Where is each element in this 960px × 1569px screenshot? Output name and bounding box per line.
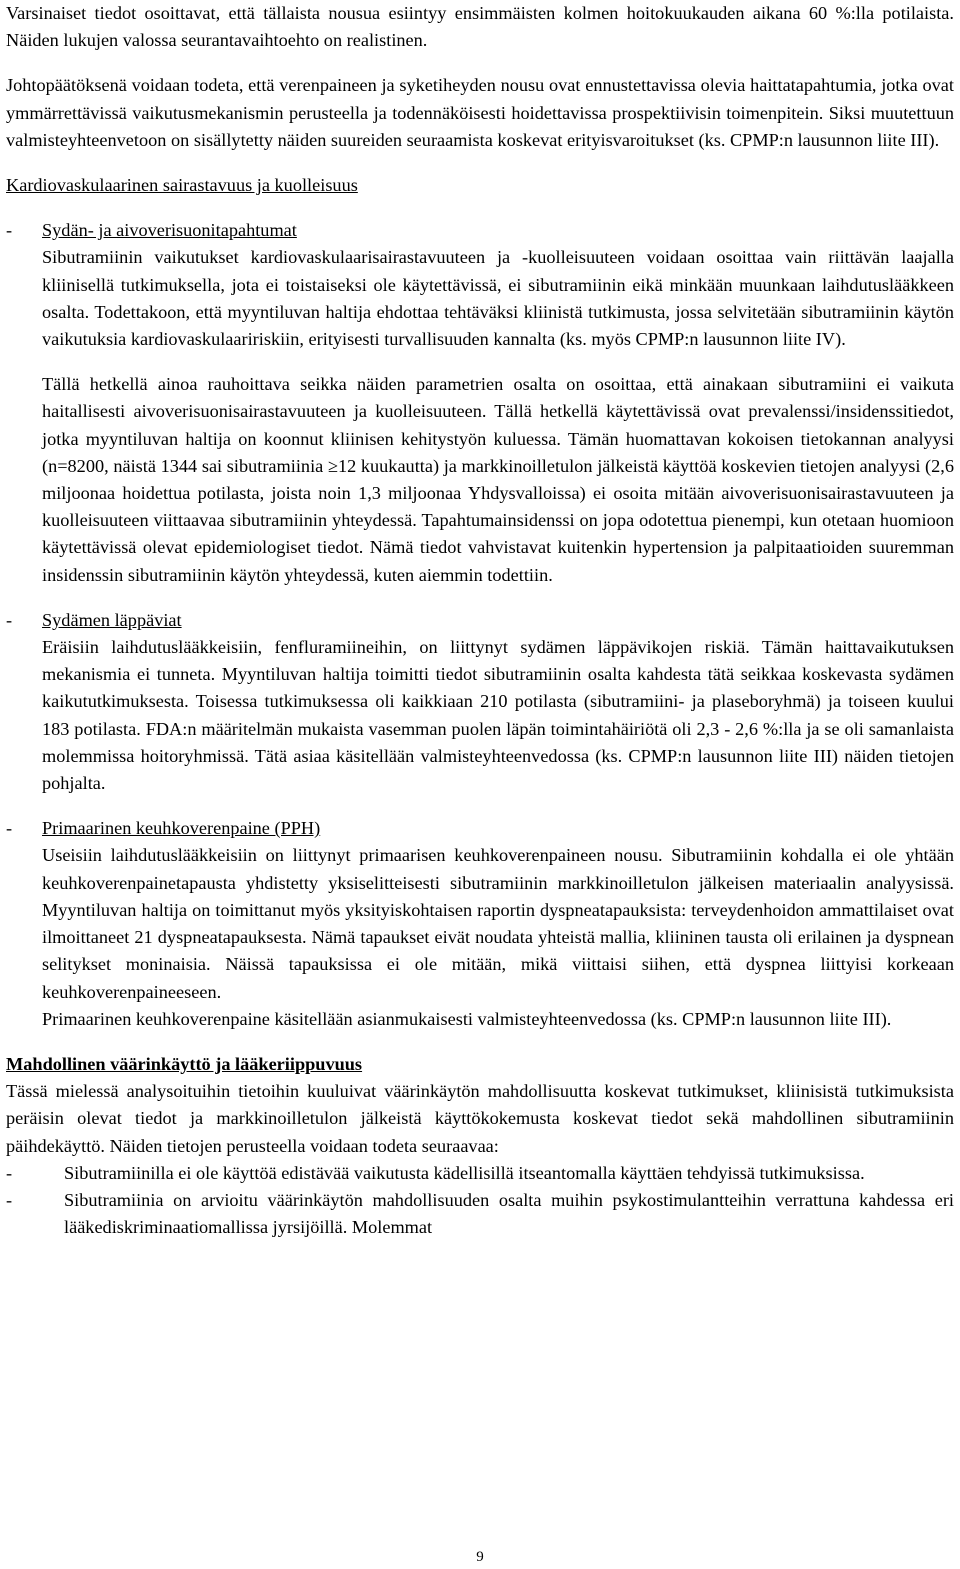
list-item	[6, 1160, 954, 1187]
heading-cardiovascular: Kardiovaskulaarinen sairastavuus ja kuolleisuus	[6, 175, 358, 196]
list-item	[6, 1187, 954, 1241]
document-page	[6, 0, 954, 1241]
subheading-cardio-events: Sydän- ja aivoverisuonitapahtumat	[42, 220, 297, 241]
paragraph-intro: Varsinaiset tiedot osoittavat, että tällaista nousua esiintyy ensimmäisten kolmen hoitokuukauden aikana 60 %:lla potilaista. Näiden lukujen valossa seurantavaihtoehto on realistinen.	[6, 3, 954, 51]
list-item-valve-defects	[6, 607, 954, 797]
paragraph-cardio-events-1: Sibutramiinin vaikutukset kardiovaskulaarisairastavuuteen ja -kuolleisuuteen voidaan osoittaa vain riittävän laajalla kliinisellä tutkimuksella, jota ei toistaiseksi ole käytettävissä, ei sibutramiinin eikä minkään muunkaan laihdutuslääkkeen osalta. Todettakoon, että myyntiluvan haltija ehdottaa tehtäväksi kliinistä tutkimusta, jossa selvitetään sibutramiinin käytön vaikutuksia kardiovaskulaaririskiin, erityisesti turvallisuuden kannalta (ks. myös CPMP:n lausunnon liite IV).	[42, 247, 954, 350]
bullet-text: Sibutramiinia on arvioitu väärinkäytön mahdollisuuden osalta muihin psykostimulantteihin verrattuna kahdessa eri lääkediskriminaatiomallissa jyrsijöillä. Molemmat	[64, 1189, 954, 1238]
subheading-pph: Primaarinen keuhkoverenpaine (PPH)	[42, 818, 321, 839]
paragraph-cardio-events-2: Tällä hetkellä ainoa rauhoittava seikka näiden parametrien osalta on osoittaa, että ainakaan sibutramiini ei vaikuta haitallisesti aivoverisuonisairastavuuteen ja kuolleisuuteen. Tällä hetkellä käytettävissä ovat prevalenssi/insidenssitiedot, jotka myyntiluvan haltija on koonnut kliinisen kehitystyön kuluessa. Tämän huomattavan kokoisen tietokannan analyysi (n=8200, näistä 1344 sai sibutramiinia ≥12 kuukautta) ja markkinoilletulon jälkeistä käyttöä koskevien tietojen analyysi (2,6 miljoonaa hoidettua potilasta, joista noin 1,3 miljoonaa Yhdysvalloissa) ei osoita mitään aivoverisuonisairastavuuteen ja kuolleisuuteen viittaavaa sibutramiinin yhteydessä. Tapahtumainsidenssi on jopa odotettua pienempi, kun otetaan huomioon käytettävissä olevat epidemiologiset tiedot. Nämä tiedot vahvistavat kuitenkin hypertension ja palpitaatioiden suuremman insidenssin sibutramiinin käytön yhteydessä, kuten aiemmin todettiin.	[42, 374, 954, 585]
page-number: 9	[476, 1549, 484, 1565]
bullet-text: Sibutramiinilla ei ole käyttöä edistävää vaikutusta kädellisillä itseantomalla käyttäen tehdyissä tutkimuksissa.	[64, 1162, 865, 1183]
paragraph-pph-2: Primaarinen keuhkoverenpaine käsitellään asianmukaisesti valmisteyhteenvedossa (ks. CPMP:n lausunnon liite III).	[42, 1008, 892, 1029]
paragraph-conclusion: Johtopäätöksenä voidaan todeta, että verenpaineen ja syketiheyden nousu ovat ennustettavissa olevia haittatapahtumia, jotka ovat ymmärrettävissä vaikutusmekanismin perusteella ja todennäköisesti hoidettavissa prospektiivisin toimenpitein. Siksi muutettuun valmisteyhteenvetoon on sisällytetty näiden suureiden seuraamista koskevat erityisvaroitukset (ks. CPMP:n lausunnon liite III).	[6, 75, 954, 150]
list-item-cardio-events	[6, 217, 954, 589]
paragraph-valve-defects: Eräisiin laihdutuslääkkeisiin, fenfluramiineihin, on liittynyt sydämen läppävikojen riskiä. Tämän haittavaikutuksen mekanismia ei tunneta. Myyntiluvan haltija toimitti tiedot sibutramiinin osalta kahdesta tätä seikkaa koskevasta sydämen kaikututkimuksesta. Toisessa tutkimuksessa oli kaikkiaan 210 potilasta (sibutramiini- ja plaseboryhmä) ja toiseen kuului 183 potilasta. FDA:n määritelmän mukaista vasemman puolen läpän toimintahäiriötä oli 2,3 - 2,6 %:lla ja se oli samanlaista molemmissa hoitoryhmissä. Tätä asiaa käsitellään valmisteyhteenvedossa (ks. CPMP:n lausunnon liite III) näiden tietojen pohjalta.	[42, 637, 954, 794]
heading-abuse-dependence: Mahdollinen väärinkäyttö ja lääkeriippuvuus	[6, 1053, 363, 1074]
list-dash: -	[6, 1162, 13, 1183]
paragraph-abuse-intro: Tässä mielessä analysoituihin tietoihin kuuluivat väärinkäytön mahdollisuutta koskevat tutkimukset, kliinisistä tutkimuksista peräisin olevat tiedot ja markkinoilletulon jälkeistä käyttökokemusta koskevat tiedot sekä mahdollinen sibutramiinin päihdekäyttö. Näiden tietojen perusteella voidaan todeta seuraavaa:	[6, 1081, 954, 1156]
subheading-valve-defects: Sydämen läppäviat	[42, 609, 182, 630]
list-dash: -	[6, 609, 13, 630]
list-dash: -	[6, 220, 13, 241]
paragraph-pph-1: Useisiin laihdutuslääkkeisiin on liittynyt primaarisen keuhkoverenpaineen nousu. Sibutramiinin kohdalla ei ole yhtään keuhkoverenpainetapausta yhdistetty yksiselitteisesti sibutramiinin markkinoilletulon jälkeisen materiaalin analyysissä. Myyntiluvan haltija on toimittanut myös yksityiskohtaisen raportin dyspneatapauksista: terveydenhoidon ammattilaiset ovat ilmoittaneet 21 dyspneatapauksesta. Nämä tapaukset eivät noudata yhteistä mallia, kliininen tausta oli erilainen ja dyspnean selitykset moninaisia. Näissä tapauksissa ei ole mitään, mikä viittaisi siihen, että dyspnea liittyisi korkeaan keuhkoverenpaineeseen.	[42, 845, 954, 1002]
list-dash: -	[6, 818, 13, 839]
list-dash: -	[6, 1189, 13, 1210]
list-item-pph	[6, 815, 954, 1033]
